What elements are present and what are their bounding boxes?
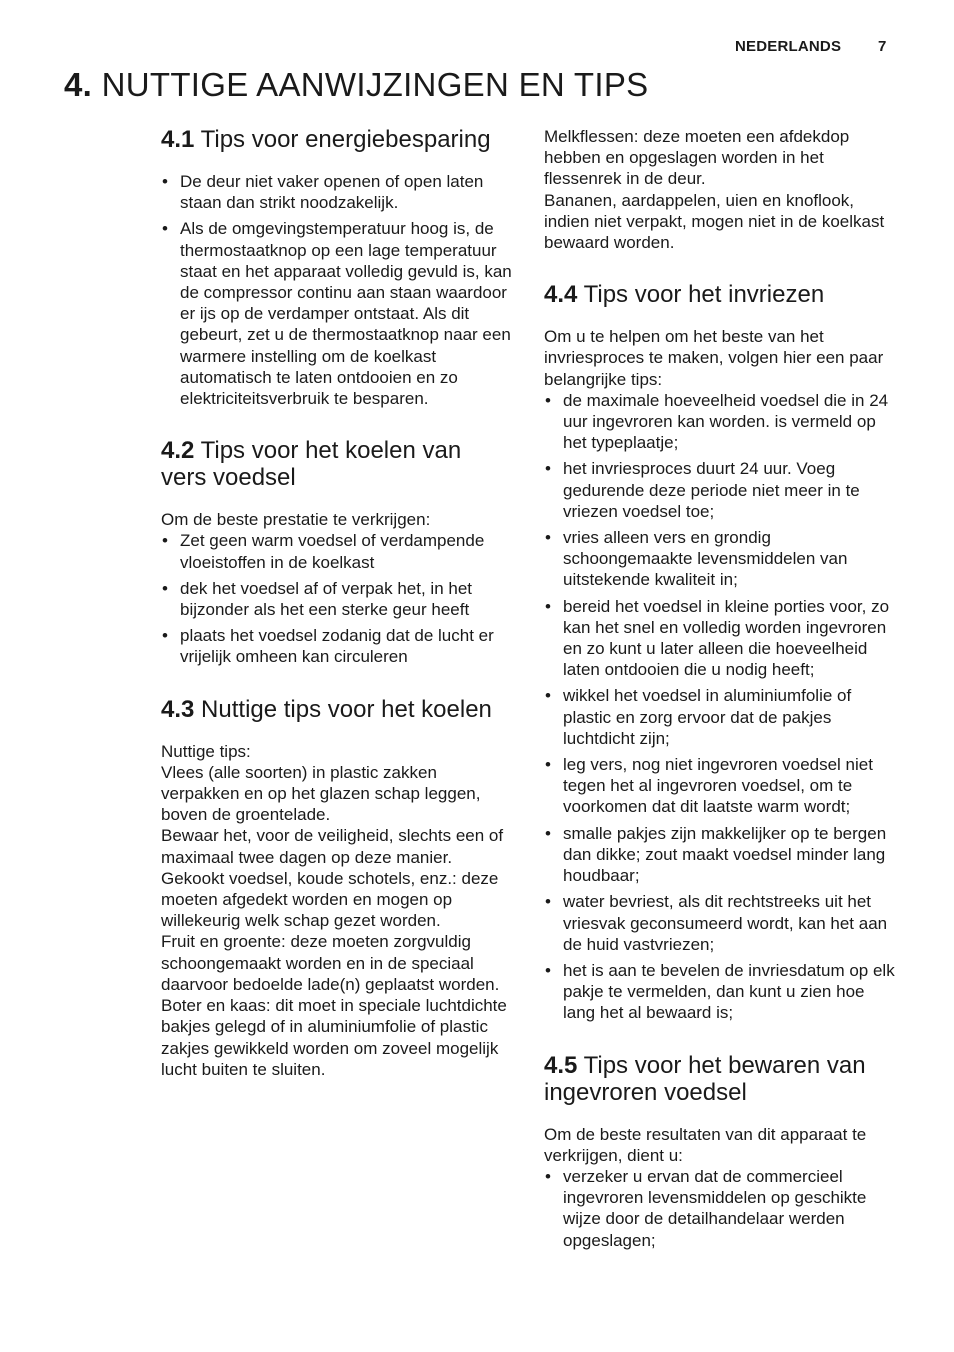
- list-item: • smalle pakjes zijn makkelijker op te bergen dan dikke; zout maakt voedsel minder lang houdbaar;: [544, 823, 898, 887]
- section-4-2-list: [161, 530, 513, 667]
- section-4-3-paragraph: Nuttige tips:: [161, 741, 251, 761]
- header-language: NEDERLANDS: [735, 38, 842, 55]
- chapter-title-text: NUTTIGE AANWIJZINGEN EN TIPS: [101, 66, 649, 103]
- section-number: 4.4: [544, 281, 578, 309]
- list-item: • Zet geen warm voedsel of verdampende vloeistoffen in de koelkast: [161, 530, 513, 572]
- section-4-3-paragraph: Vlees (alle soorten) in plastic zakken verpakken en op het glazen schap leggen, boven de groentelade.: [161, 762, 481, 825]
- section-number: 4.1: [161, 126, 195, 153]
- section-number: 4.2: [161, 437, 195, 465]
- section-4-3-paragraph: Bewaar het, voor de veiligheid, slechts een of maximaal twee dagen op deze manier.: [161, 826, 504, 867]
- list-item: • De deur niet vaker openen of open laten staan dan strikt noodzakelijk.: [161, 171, 513, 213]
- section-4-3-paragraph: Melkflessen: deze moeten een afdekdop hebben en opgeslagen worden in het flessenrek in de deur.: [544, 127, 850, 189]
- section-title-text: Tips voor energiebesparing: [200, 126, 491, 153]
- section-4-3-paragraph: Boter en kaas: dit moet in speciale luchtdichte bakjes gelegd of in aluminiumfolie of plastic zakjes gewikkeld worden om zoveel mogelijk lucht buiten te sluiten.: [161, 996, 507, 1079]
- section-4-5-title: [544, 1052, 898, 1106]
- list-item: • Als de omgevingstemperatuur hoog is, de thermostaatknop op een lage temperatuur staat en het apparaat volledig gevuld is, kan de compressor continu aan staan waardoor er ijs op de verdamper ontstaat. Als dit gebeurt, zet u de thermostaatknop naar een warmere instelling om de koelkast automatisch te laten ontdooien en zo elektriciteitsverbruik te besparen.: [161, 218, 513, 409]
- section-4-3-paragraph: Fruit en groente: deze moeten zorgvuldig schoongemaakt worden en in de speciaal daarvoor bedoelde lade(n) geplaatst worden.: [161, 932, 500, 994]
- chapter-number: 4.: [64, 66, 93, 103]
- list-item: • plaats het voedsel zodanig dat de lucht er vrijelijk omheen kan circuleren: [161, 625, 513, 667]
- list-item: • het is aan te bevelen de invriesdatum op elk pakje te vermelden, dan kunt u zien hoe lang het al bewaard is;: [544, 960, 898, 1024]
- section-title-text: Tips voor het koelen van vers voedsel: [161, 437, 462, 492]
- section-title-text: Tips voor het bewaren van ingevroren voedsel: [544, 1051, 866, 1106]
- section-4-1-title: [161, 126, 513, 153]
- section-4-2-intro: Om de beste prestatie te verkrijgen:: [161, 510, 431, 530]
- list-item: • dek het voedsel af of verpak het, in het bijzonder als het een sterke geur heeft: [161, 578, 513, 620]
- section-4-4-list: [544, 390, 898, 1024]
- section-4-4-title: [544, 281, 898, 308]
- list-item: • wikkel het voedsel in aluminiumfolie of plastic en zorg ervoor dat de pakjes luchtdicht zijn;: [544, 685, 898, 749]
- section-4-3-title: [161, 696, 513, 723]
- section-4-4-intro: Om u te helpen om het beste van het invriesproces te maken, volgen hier een paar belangrijke tips:: [544, 327, 884, 389]
- list-item: • bereid het voedsel in kleine porties voor, zo kan het snel en volledig worden ingevroren en zo kunt u later alleen die hoeveelheid laten ontdooien die u nodig heeft;: [544, 596, 898, 681]
- list-item: • de maximale hoeveelheid voedsel die in 24 uur ingevroren kan worden. is vermeld op het typeplaatje;: [544, 390, 898, 454]
- section-4-5-list: [544, 1166, 898, 1251]
- left-column: [161, 126, 513, 1080]
- section-title-text: Nuttige tips voor het koelen: [201, 695, 492, 723]
- section-4-3-paragraph: Bananen, aardappelen, uien en knoflook, indien niet verpakt, mogen niet in de koelkast bewaard worden.: [544, 190, 885, 253]
- list-item: • vries alleen vers en grondig schoongemaakte levensmiddelen van uitstekende kwaliteit in;: [544, 527, 898, 591]
- list-item: • water bevriest, als dit rechtstreeks uit het vriesvak geconsumeerd wordt, kan het aan de huid vastvriezen;: [544, 891, 898, 955]
- section-title-text: Tips voor het invriezen: [583, 281, 825, 309]
- page-number: 7: [878, 38, 887, 55]
- section-4-2-title: [161, 437, 513, 491]
- chapter-title: [64, 66, 648, 104]
- section-4-1-list: [161, 171, 513, 409]
- list-item: • het invriesproces duurt 24 uur. Voeg gedurende deze periode niet meer in te vriezen voedsel toe;: [544, 458, 898, 522]
- section-4-5-intro: Om de beste resultaten van dit apparaat te verkrijgen, dient u:: [544, 1124, 867, 1165]
- section-number: 4.3: [161, 695, 195, 723]
- section-number: 4.5: [544, 1051, 578, 1079]
- right-column: [544, 126, 898, 1256]
- section-4-3-paragraph: Gekookt voedsel, koude schotels, enz.: deze moeten afgedekt worden en mogen op willekeurig welk schap gezet worden.: [161, 868, 499, 931]
- list-item: • leg vers, nog niet ingevroren voedsel niet tegen het al ingevroren voedsel, om te voorkomen dat dit laatste warm wordt;: [544, 754, 898, 818]
- list-item: • verzeker u ervan dat de commercieel ingevroren levensmiddelen op geschikte wijze door de detailhandelaar werden opgeslagen;: [544, 1166, 898, 1251]
